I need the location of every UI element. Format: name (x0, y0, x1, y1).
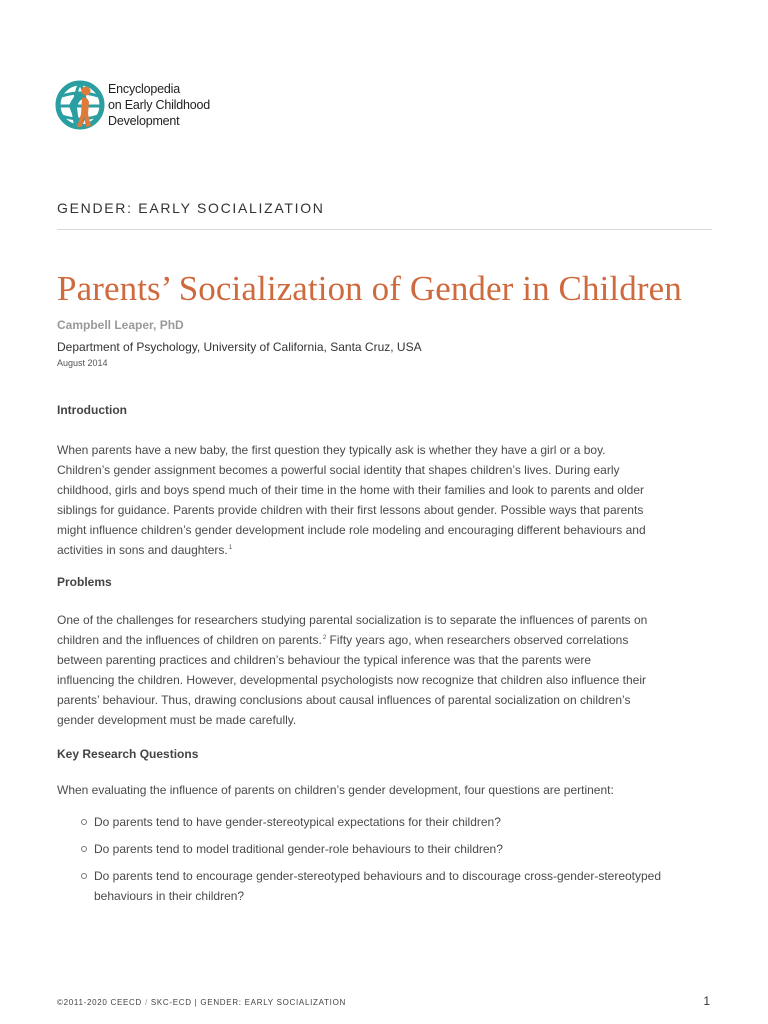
list-item: Do parents tend to encourage gender-stereotyped behaviours and to discourage cross-gender-stereotyped behaviours in their children? (57, 866, 694, 906)
intro-line: might influence children’s gender development include role modeling and encouraging different behaviours and (57, 523, 646, 537)
problems-heading: Problems (57, 575, 112, 589)
intro-line: activities in sons and daughters. (57, 543, 228, 557)
author-affiliation: Department of Psychology, University of California, Santa Cruz, USA (57, 340, 422, 354)
page-footer (57, 998, 346, 1007)
introduction-heading: Introduction (57, 403, 127, 417)
research-questions-list (57, 812, 717, 906)
footer-copyright: ©2011-2020 CEECD (57, 998, 142, 1007)
problems-line: children and the influences of children on parents. (57, 633, 322, 647)
intro-line: Children’s gender assignment becomes a powerful social identity that shapes children’s lives. During early (57, 463, 620, 477)
article-body (57, 402, 717, 906)
problems-line: influencing the children. However, developmental psychologists now recognize that children also influence their (57, 673, 647, 687)
footer-topic: GENDER: EARLY SOCIALIZATION (200, 998, 346, 1007)
logo-wordmark (108, 81, 210, 129)
list-item: Do parents tend to have gender-stereotypical expectations for their children? (57, 812, 717, 832)
problems-line: between parenting practices and children’s behaviour the typical inference was that the parents were (57, 653, 592, 667)
article-title: Parents’ Socialization of Gender in Children (57, 269, 682, 308)
footer-separator: / (144, 998, 148, 1007)
list-item: Do parents tend to model traditional gender-role behaviours to their children? (57, 839, 717, 859)
header-divider (57, 229, 712, 230)
footer-separator: | (194, 998, 198, 1007)
footer-org: SKC-ECD (150, 998, 192, 1007)
problems-line: parents’ behaviour. Thus, drawing conclusions about causal influences of parental socialization on children’s (57, 693, 631, 707)
problems-line: One of the challenges for researchers studying parental socialization is to separate the influences of parents on (57, 613, 648, 627)
logo-line-2: on Early Childhood (108, 98, 211, 112)
logo-line-3: Development (108, 114, 180, 128)
footnote-ref-1[interactable]: 1 (228, 545, 233, 551)
key-questions-intro: When evaluating the influence of parents on children’s gender development, four questions are pertinent: (57, 783, 614, 797)
intro-line: childhood, girls and boys spend much of their time in the home with their families and look to parents and older (57, 483, 644, 497)
page-number: 1 (703, 994, 710, 1008)
problems-line: Fifty years ago, when researchers observed correlations (326, 633, 629, 647)
key-questions-heading: Key Research Questions (57, 747, 199, 761)
section-label: GENDER: EARLY SOCIALIZATION (57, 200, 325, 216)
encyclopedia-logo (55, 76, 210, 134)
introduction-paragraph (57, 440, 717, 560)
publication-date: August 2014 (57, 358, 108, 368)
intro-line: When parents have a new baby, the first question they typically ask is whether they have a girl or a boy. (57, 443, 606, 457)
logo-line-1: Encyclopedia (108, 82, 180, 96)
footnote-ref-2[interactable]: 2 (322, 635, 327, 641)
author-name: Campbell Leaper, PhD (57, 318, 184, 332)
problems-line: gender development must be made carefully. (57, 713, 297, 727)
globe-child-logo-icon (55, 76, 105, 134)
intro-line: siblings for guidance. Parents provide children with their first lessons about gender. Possible ways that parents (57, 503, 644, 517)
problems-paragraph (57, 610, 717, 730)
